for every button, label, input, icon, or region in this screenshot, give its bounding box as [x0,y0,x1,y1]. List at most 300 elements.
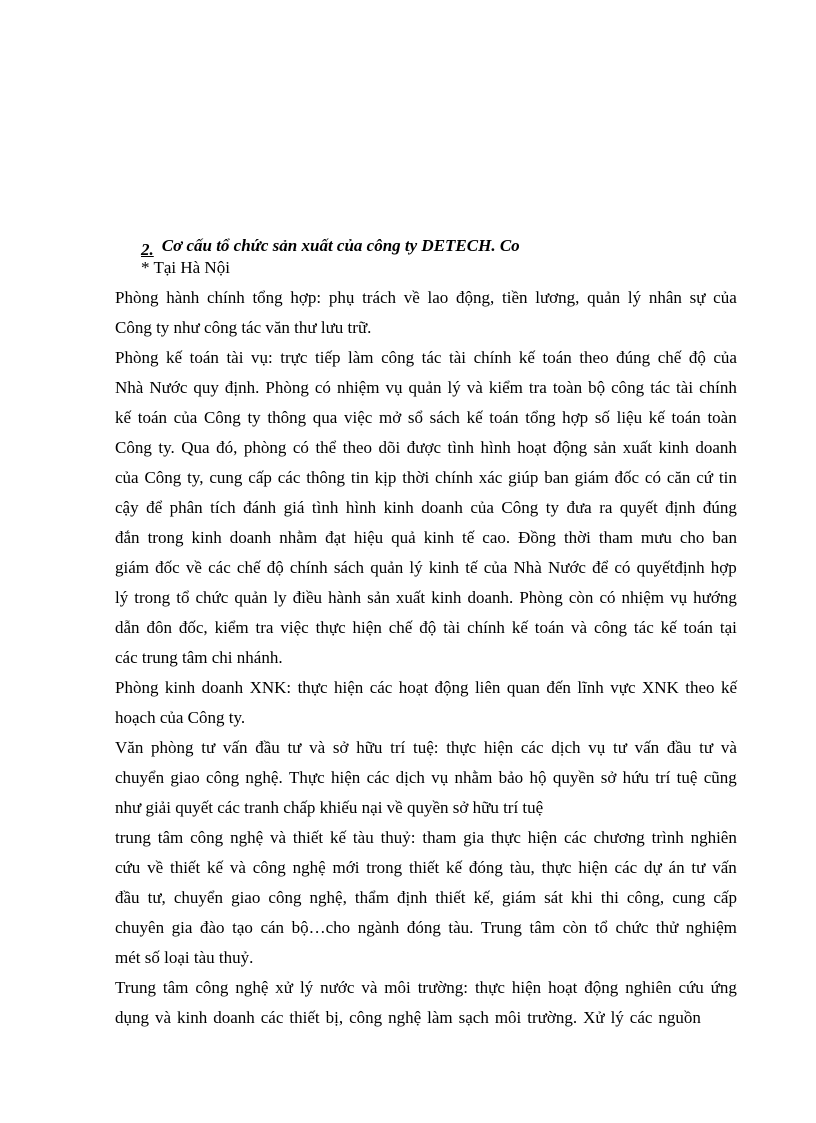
word: thực [446,738,477,757]
word: nguồn [658,1008,701,1027]
word: hữu [356,738,383,757]
word: tế [465,558,478,577]
word: tham [422,828,457,847]
word: tạo [232,918,253,937]
word: nhiệm [336,378,380,397]
word: tin [718,468,737,487]
word: hiện [352,618,382,637]
word: và [361,978,378,997]
word: liệu [616,408,643,427]
word: tư [287,738,302,757]
word: đạt [325,528,346,547]
word: sát [544,888,563,907]
word: tích [210,498,236,517]
word: cứ [696,468,714,487]
word: giúp [508,468,539,487]
word: lao [427,288,449,307]
word: tàu, [509,858,535,877]
word: tại [719,618,737,637]
word: giao [170,768,200,787]
word: việc [280,618,309,637]
text-line [115,973,737,1003]
word: tác [650,378,671,397]
word: XNK: [249,678,292,697]
word: trực [280,348,308,367]
word: công [252,858,286,877]
word: dụng [115,1008,149,1027]
word: hiện [483,738,514,757]
word: toán [189,348,219,367]
word: của [470,498,494,517]
word: chuyên [115,918,165,937]
word: thiết [435,888,466,907]
word: mở [378,408,402,427]
word: gia [463,828,485,847]
word: môi [384,978,411,997]
word: cứu [115,858,141,877]
text-line [115,283,737,313]
word: đắn [115,528,140,547]
word: vụ [670,588,688,607]
word: hành [328,588,362,607]
word: phân [169,498,203,517]
word: các [369,678,393,697]
word: ty, [187,468,204,487]
word: thuỷ: [380,828,416,847]
word: công [349,1008,383,1027]
word: hướng [693,588,737,607]
word: động, [456,288,495,307]
word: Phòng [115,678,159,697]
word: cung [209,468,243,487]
word: theo [342,438,373,457]
word: Nước [547,558,586,577]
word: tài [443,618,461,637]
word: Phòng [115,288,159,307]
word: hợp: [290,288,322,307]
word: lý [610,1008,624,1027]
word: trình [651,828,684,847]
word: các [563,828,587,847]
word: toán [683,618,713,637]
word: nghiên [625,978,672,997]
word: Phòng [265,378,309,397]
word: cấp [248,468,272,487]
word: Nước [149,378,188,397]
word: kế [466,408,483,427]
word: cung [672,888,706,907]
word: ly [273,588,287,607]
word: kế [720,678,737,697]
word: quản [234,588,268,607]
word: làm [348,348,374,367]
word: thẩm [354,888,389,907]
word: thông [306,468,345,487]
word: hiệu [353,528,384,547]
word: làm [427,1008,453,1027]
word: theo [579,348,609,367]
word: trí [655,768,671,787]
word: Phòng [115,348,159,367]
text-line [115,853,737,883]
word: ban [544,468,569,487]
text-line [115,823,737,853]
word: lý [627,288,642,307]
word: chính [289,558,328,577]
body-text [115,283,737,1033]
text-line [115,343,737,373]
word: trí [390,738,406,757]
word: dõi [378,438,401,457]
word: lý [447,378,461,397]
word: giao [231,888,261,907]
word: vụ [431,768,449,787]
word: lý [115,588,129,607]
word: công [381,348,415,367]
word: kế [207,858,224,877]
word: sạch [458,1008,489,1027]
word: chính [473,348,512,367]
word: Công [203,408,241,427]
word: đánh [243,498,277,517]
word: hộ [529,768,547,787]
word: chức [195,588,229,607]
word: giá [283,498,305,517]
text-line [115,613,737,643]
word: tra [255,618,274,637]
word: Xử [583,1008,605,1027]
word: tâm [529,918,555,937]
word: kinh [177,1008,208,1027]
text-line: Công ty như công tác văn thư lưu trữ. [115,318,372,337]
word: doanh [695,438,737,457]
section-number: 2. [141,240,154,259]
word: công [206,768,240,787]
word: có [644,468,661,487]
word: của [173,408,198,427]
word: kiểm [214,618,249,637]
word: kế [166,348,183,367]
word: giám [115,558,149,577]
word: toán [534,618,565,637]
word: quản [370,558,404,577]
word: sổ [407,408,423,427]
word: của [483,558,508,577]
word: chương [593,828,645,847]
word: công [268,888,302,907]
word: kế [648,408,665,427]
word: bảo [498,768,524,787]
word: định [665,498,696,517]
word: thực [315,618,346,637]
word: cũng [703,768,737,787]
word: và [570,618,588,637]
word: thiết [292,828,324,847]
word: thực [490,828,521,847]
word: đốc [155,558,180,577]
word: doanh [421,498,463,517]
text-line [115,673,737,703]
word: hợp [710,558,737,577]
word: dẫn [115,618,140,637]
word: phụ [328,288,355,307]
word: trường. [527,1008,578,1027]
word: động [434,678,469,697]
word: trung [115,828,151,847]
word: ban [712,528,737,547]
word: việc [343,408,373,427]
word: cán [260,918,285,937]
word: kế [330,828,347,847]
word: tin [350,468,369,487]
word: về [403,288,420,307]
text-line: như giải quyết các tranh chấp khiếu nại về quyền sở hữu trí tuệ [115,798,544,817]
word: có [614,558,631,577]
word: thi [600,888,619,907]
word: hành [166,288,200,307]
word: sở [332,738,349,757]
word: cao. [482,528,511,547]
word: thử [655,918,679,937]
word: đào [200,918,225,937]
word: kế, [473,888,494,907]
word: tư [691,858,706,877]
word: ra [599,498,613,517]
text-line [115,463,737,493]
text-line [115,373,737,403]
word: hình [480,438,511,457]
word: nhằm [279,528,318,547]
word: bộ…cho [291,918,351,937]
word: kinh [423,528,454,547]
word: còn [568,588,594,607]
word: hoạt [398,678,429,697]
word: khi [571,888,593,907]
word: quyền [552,768,595,787]
word: định [397,888,428,907]
word: thiết [409,858,440,877]
word: chuyển [173,888,223,907]
word: sản [367,588,390,607]
word: định. [224,378,260,397]
word: hứu [622,768,649,787]
word: tài [226,348,244,367]
word: mưu [640,528,672,547]
text-line [115,733,737,763]
word: chế [657,348,682,367]
location-subheading: * Tại Hà Nội [141,258,230,277]
word: hiện [333,678,364,697]
word: tài [676,378,694,397]
word: tài [449,348,467,367]
word: kế [511,618,528,637]
word: toán [489,408,519,427]
word: chính [467,618,505,637]
word: kế [660,618,677,637]
word: chế [388,618,413,637]
word: chế [236,558,261,577]
word: Nhà [115,378,144,397]
word: tham [598,528,633,547]
word: xuất [395,588,426,607]
word: ứng [710,978,737,997]
word: ty. [158,438,175,457]
word: sách [429,408,460,427]
word: bộ [588,378,606,397]
word: có [599,588,616,607]
word: tổng [525,408,556,427]
word: tàu [352,828,374,847]
word: tâm [157,828,184,847]
word: lý [409,558,423,577]
word: hợp [562,408,589,427]
word: và [720,738,737,757]
word: phòng [151,738,194,757]
word: tra [528,378,547,397]
text-line [115,403,737,433]
word: hình [345,498,377,517]
word: và [269,828,287,847]
word: độ [419,618,437,637]
word: tế [461,528,475,547]
word: các [208,558,231,577]
word: đầu [255,738,280,757]
word: cứu [678,978,704,997]
word: lương, [535,288,580,307]
word: kinh [428,558,460,577]
word: doanh [213,1008,255,1027]
word: nghệ [230,828,264,847]
word: môi [494,1008,522,1027]
text-line [115,553,737,583]
word: quy [193,378,219,397]
text-line [115,433,737,463]
word: các [260,1008,284,1027]
word: trong [134,588,171,607]
word: tuệ [676,768,698,787]
word: sản [593,438,617,457]
word: bị, [325,1008,344,1027]
text-line [115,913,737,943]
word: các [614,858,638,877]
word: thực [474,978,505,997]
section-heading [141,236,520,259]
word: Nhà [513,558,542,577]
text-line [115,1003,701,1033]
word: Văn [115,738,144,757]
word: thiết [289,1008,320,1027]
word: toàn [552,378,583,397]
word: cậy [115,498,139,517]
word: chính [435,468,473,487]
word: quản [587,288,621,307]
word: các [366,768,390,787]
word: thiết [169,858,201,877]
word: nghệ [235,978,269,997]
word: ty [545,498,559,517]
word: dịch [395,768,425,787]
word: có [314,378,331,397]
word: vụ: [250,348,273,367]
word: về [147,858,164,877]
word: cấp [713,888,737,907]
word: Trung [115,978,156,997]
word: toán [542,348,572,367]
word: thực [541,858,572,877]
word: ngành [357,918,400,937]
word: căn [666,468,691,487]
word: án [668,858,685,877]
word: dịch [551,738,581,757]
word: tổ [594,918,608,937]
word: động [553,438,588,457]
word: nghệ. [245,768,283,787]
word: kinh [164,678,196,697]
word: toán [671,408,701,427]
word: xử [275,978,294,997]
word: tình [447,438,474,457]
word: các [629,1008,653,1027]
word: chức [615,918,649,937]
word: độ [266,558,284,577]
text-line: mét số loại tàu thuỷ. [115,948,254,967]
word: hoạt [517,438,547,457]
word: tư [612,738,627,757]
word: trách [362,288,397,307]
word: xuất [622,438,653,457]
word: doanh [201,678,244,697]
word: sở [600,768,617,787]
word: và [229,858,246,877]
word: và [154,1008,172,1027]
word: nhiệm [621,588,665,607]
word: được [406,438,442,457]
word: và [309,738,326,757]
word: kịp [374,468,397,487]
word: trường: [417,978,468,997]
word: có [292,438,309,457]
word: kế [518,348,535,367]
word: trong [147,528,184,547]
word: các [277,468,301,487]
word: Công [144,468,182,487]
word: hiện [527,828,558,847]
word: phòng [243,438,287,457]
word: kinh [658,438,689,457]
word: kế [446,858,463,877]
word: liên [474,678,501,697]
text-line [115,763,737,793]
word: nhân [648,288,682,307]
word: thời [402,468,430,487]
word: doanh. [467,588,514,607]
word: Đồng [518,528,556,547]
word: kế [115,408,132,427]
word: gia [171,918,193,937]
word: vực [610,678,636,697]
word: vấn [712,858,737,877]
word: tác [633,618,654,637]
word: quản [408,378,442,397]
word: qua [312,408,338,427]
word: thời [563,528,591,547]
word: đốc [614,468,640,487]
word: công [190,828,224,847]
word: thể [315,438,337,457]
word: tiếp [314,348,341,367]
word: hiện [578,858,608,877]
text-line [115,883,737,913]
